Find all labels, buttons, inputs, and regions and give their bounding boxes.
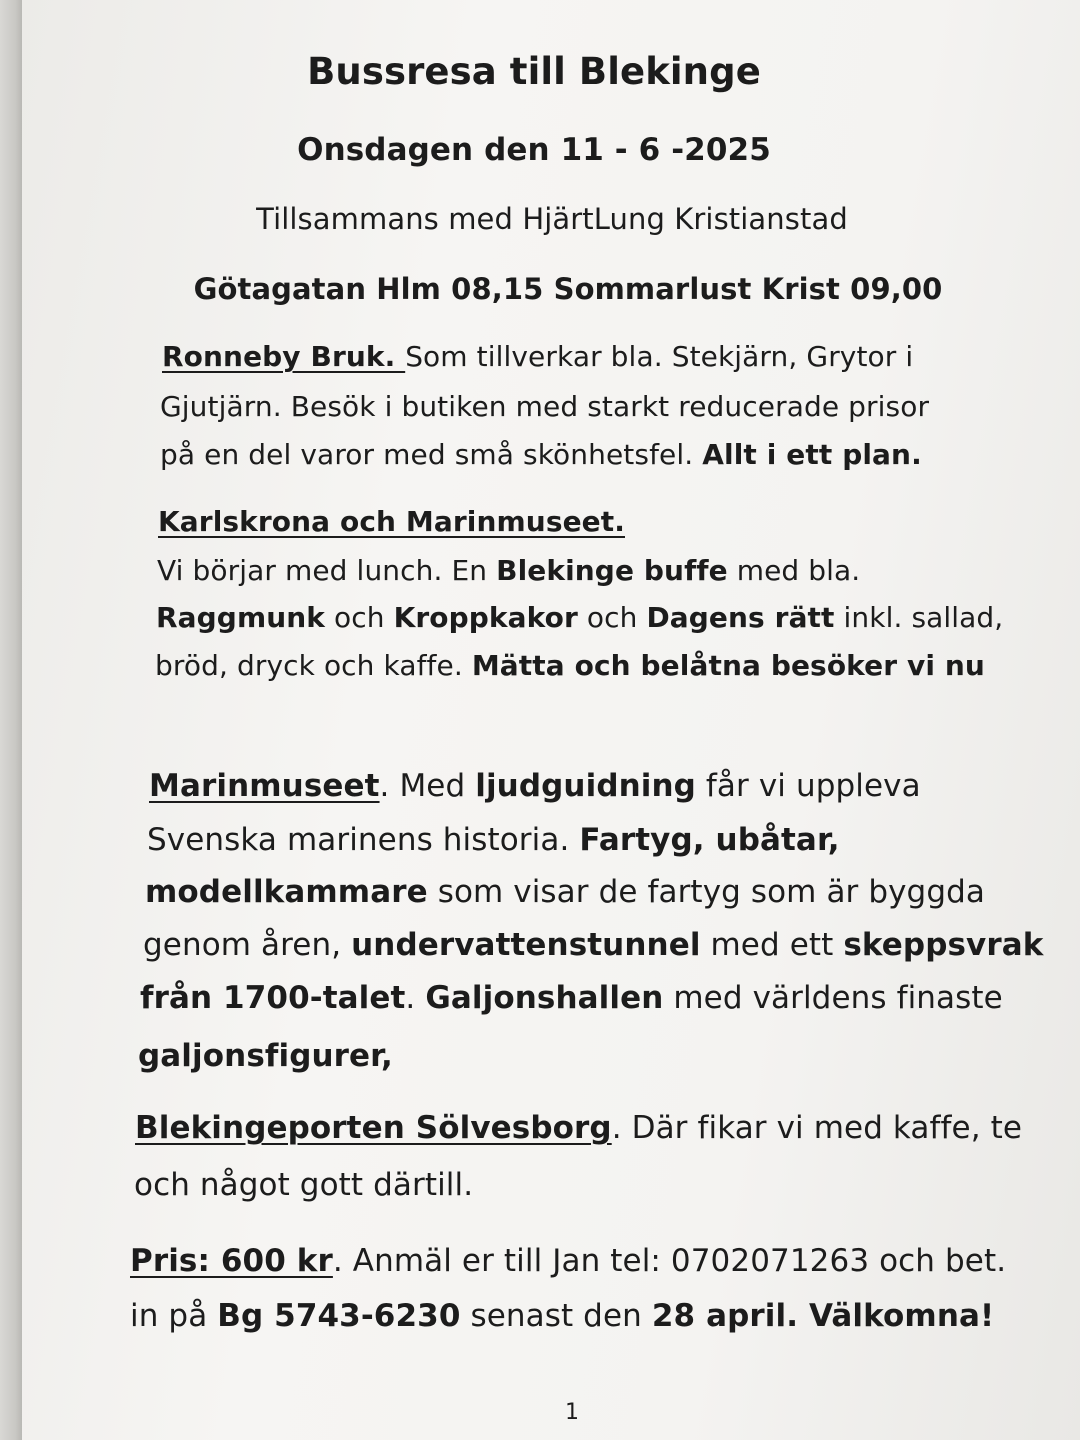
marinmuseet-line-6: galjonsfigurer, [138,1038,393,1074]
marinmuseet-line-2: Svenska marinens historia. Fartyg, ubåtar, [147,822,840,858]
ronneby-line-3: på en del varor med små skönhetsfel. Allt i ett plan. [160,438,922,471]
document-title: Bussresa till Blekinge [307,50,761,93]
karlskrona-heading: Karlskrona och Marinmuseet. [158,505,625,538]
marinmuseet-line-1: Marinmuseet. Med ljudguidning får vi uppleva [149,768,921,804]
trip-date: Onsdagen den 11 - 6 -2025 [297,132,771,168]
marinmuseet-heading: Marinmuseet [149,768,380,804]
ronneby-heading: Ronneby Bruk. [162,340,406,373]
ronneby-line-2: Gjutjärn. Besök i butiken med starkt reducerade prisor [160,390,930,423]
karlskrona-line-1: Vi börjar med lunch. En Blekinge buffe med bla. [157,554,861,587]
pris-line-1: Pris: 600 kr. Anmäl er till Jan tel: 0702071263 och bet. [130,1243,1007,1279]
blekingeporten-line-1: Blekingeporten Sölvesborg. Där fikar vi med kaffe, te [135,1110,1023,1146]
page-number: 1 [565,1400,579,1425]
pris-heading: Pris: 600 kr [130,1243,333,1279]
ronneby-line-1: Ronneby Bruk. Som tillverkar bla. Stekjärn, Grytor i [162,340,914,373]
blekingeporten-heading: Blekingeporten Sölvesborg [135,1110,612,1146]
marinmuseet-line-5: från 1700-talet. Galjonshallen med världens finaste [140,980,1003,1016]
karlskrona-line-2: Raggmunk och Kroppkakor och Dagens rätt inkl. sallad, [156,601,1004,634]
departure-times: Götagatan Hlm 08,15 Sommarlust Krist 09,00 [193,272,943,306]
karlskrona-heading-line [158,505,625,538]
organizer-line: Tillsammans med HjärtLung Kristianstad [256,202,848,236]
marinmuseet-line-3: modellkammare som visar de fartyg som är byggda [145,874,985,910]
karlskrona-line-3: bröd, dryck och kaffe. Mätta och belåtna besöker vi nu [155,649,985,682]
blekingeporten-line-2: och något gott därtill. [134,1167,474,1203]
marinmuseet-line-4: genom åren, undervattenstunnel med ett skeppsvrak [143,927,1044,963]
pris-line-2: in på Bg 5743-6230 senast den 28 april. Välkomna! [130,1298,995,1334]
